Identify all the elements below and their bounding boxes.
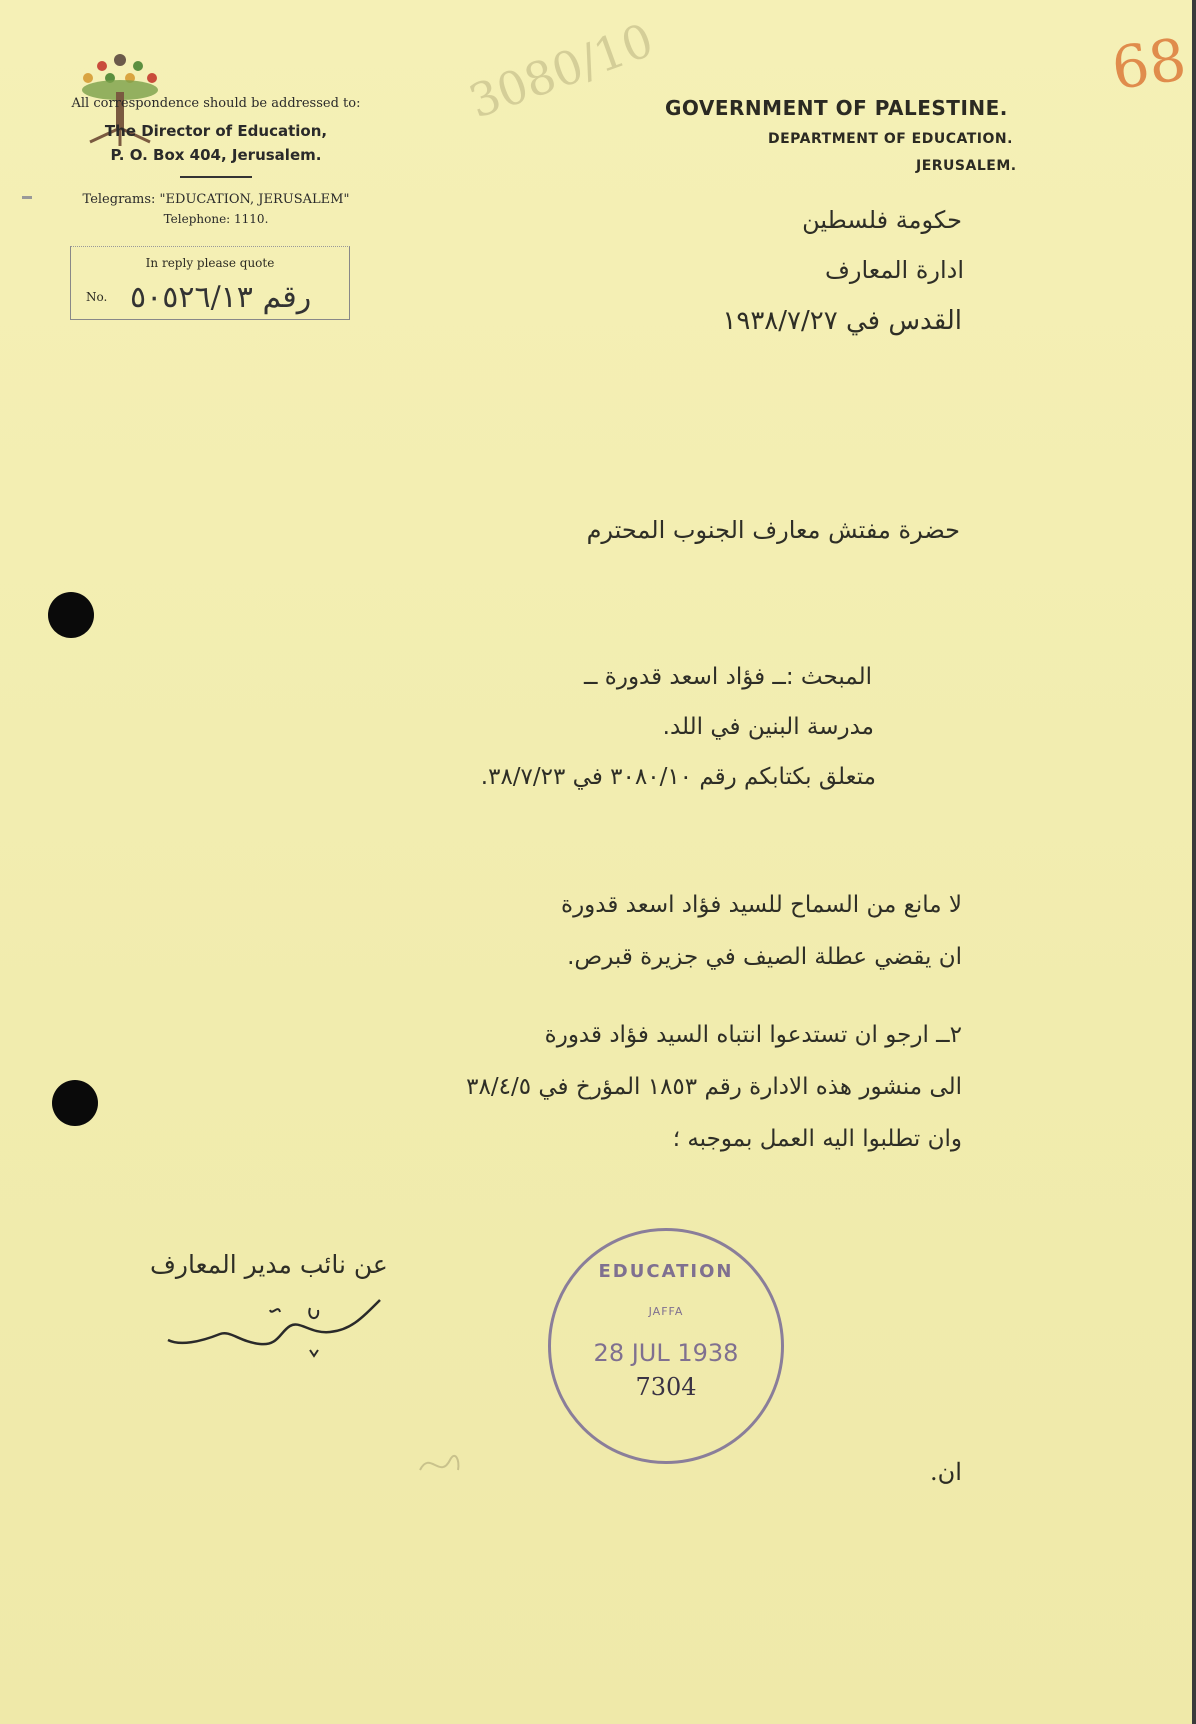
city-title: JERUSALEM. <box>916 158 1017 174</box>
margin-mark <box>22 196 32 199</box>
signature-title: عن نائب مدير المعارف <box>150 1250 388 1279</box>
body-line-4: الى منشور هذه الادارة رقم ١٨٥٣ المؤرخ في ٣٨/٤/٥ <box>466 1074 962 1100</box>
salutation: حضرة مفتش معارف الجنوب المحترم <box>586 516 960 544</box>
address-po-box: P. O. Box 404, Jerusalem. <box>110 146 322 164</box>
government-title: GOVERNMENT OF PALESTINE. <box>665 96 1008 120</box>
reference-number: رقم ٥٠٥٢٦/١٣ <box>130 280 312 315</box>
subject-line-1: المبحث :ــ فؤاد اسعد قدورة ــ <box>584 664 872 690</box>
telephone-line: Telephone: 1110. <box>163 212 269 226</box>
reply-label: In reply please quote <box>145 256 275 270</box>
address-recipient: The Director of Education, <box>104 122 328 140</box>
closing-mark: ان. <box>930 1458 962 1486</box>
arabic-date: القدس في ١٩٣٨/٧/٢٧ <box>722 306 962 336</box>
faint-pencil-mark-icon <box>410 1430 470 1490</box>
department-title: DEPARTMENT OF EDUCATION. <box>768 131 1013 147</box>
body-line-2: ان يقضي عطلة الصيف في جزيرة قبرص. <box>567 944 962 970</box>
received-date-stamp <box>548 1228 784 1464</box>
subject-line-2: مدرسة البنين في اللد. <box>662 714 874 740</box>
punch-hole-bottom <box>52 1080 98 1126</box>
body-line-5: وان تطلبوا اليه العمل بموجبه ؛ <box>672 1126 962 1152</box>
subject-line-3: متعلق بكتابكم رقم ٣٠٨٠/١٠ في ٣٨/٧/٢٣. <box>480 764 876 790</box>
handwritten-page-number: 68 <box>1107 25 1191 103</box>
stamp-date: 28 JUL 1938 <box>593 1339 739 1367</box>
stamp-city: JAFFA <box>648 1305 684 1318</box>
body-line-3: ٢ــ ارجو ان تستدعوا انتباه السيد فؤاد قدورة <box>544 1022 962 1048</box>
arabic-government: حكومة فلسطين <box>802 206 962 234</box>
telegrams-line: Telegrams: "EDUCATION, JERUSALEM" <box>82 192 350 207</box>
address-intro: All correspondence should be addressed to: <box>71 96 361 111</box>
body-line-1: لا مانع من السماح للسيد فؤاد اسعد قدورة <box>561 892 962 918</box>
handwritten-signature-icon <box>160 1290 400 1360</box>
punch-hole-top <box>48 592 94 638</box>
stamp-number: 7304 <box>635 1373 697 1401</box>
arabic-department: ادارة المعارف <box>824 256 964 284</box>
reference-no-label: No. <box>86 290 108 304</box>
stamp-office: EDUCATION <box>598 1261 734 1282</box>
handwritten-file-number: 3080/10 <box>462 12 661 129</box>
letterhead-divider <box>180 176 252 178</box>
